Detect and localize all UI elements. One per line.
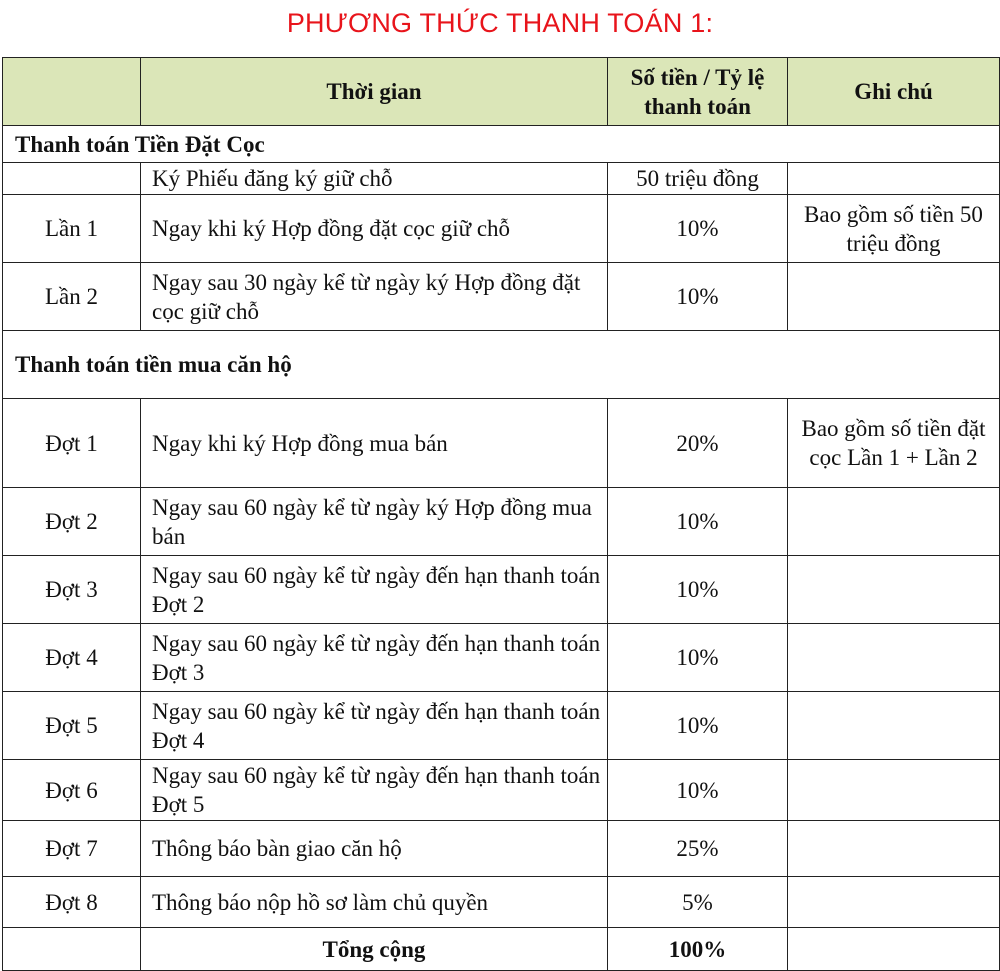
section-row <box>3 126 1000 163</box>
header-amount-line1: Số tiền / Tỷ lệ <box>630 64 765 90</box>
row-label: Đợt 1 <box>3 399 141 488</box>
row-amount: 10% <box>608 488 788 556</box>
total-empty-cell <box>3 928 141 971</box>
row-time: Thông báo bàn giao căn hộ <box>141 821 608 877</box>
row-label: Lần 2 <box>3 263 141 331</box>
table-row <box>3 263 1000 331</box>
table-row <box>3 195 1000 263</box>
row-amount: 10% <box>608 195 788 263</box>
table-row <box>3 488 1000 556</box>
row-note <box>788 624 1000 692</box>
row-amount: 25% <box>608 821 788 877</box>
row-amount: 50 triệu đồng <box>608 163 788 195</box>
row-note <box>788 760 1000 821</box>
row-time: Ngay sau 60 ngày kể từ ngày đến hạn thanh toán Đợt 2 <box>141 556 608 624</box>
row-label <box>3 163 141 195</box>
table-header-row <box>3 58 1000 126</box>
row-amount: 10% <box>608 556 788 624</box>
table-row <box>3 821 1000 877</box>
table-row <box>3 163 1000 195</box>
row-time: Ngay sau 60 ngày kể từ ngày đến hạn thanh toán Đợt 4 <box>141 692 608 760</box>
row-amount: 10% <box>608 692 788 760</box>
row-time: Ngay sau 30 ngày kể từ ngày ký Hợp đồng đặt cọc giữ chỗ <box>141 263 608 331</box>
total-note-cell <box>788 928 1000 971</box>
row-amount: 10% <box>608 760 788 821</box>
row-time: Ký Phiếu đăng ký giữ chỗ <box>141 163 608 195</box>
header-time: Thời gian <box>141 58 608 126</box>
payment-schedule-table <box>2 57 1000 971</box>
row-amount: 20% <box>608 399 788 488</box>
total-row <box>3 928 1000 971</box>
row-label: Đợt 8 <box>3 877 141 928</box>
row-time: Thông báo nộp hồ sơ làm chủ quyền <box>141 877 608 928</box>
row-amount: 10% <box>608 624 788 692</box>
row-time: Ngay sau 60 ngày kể từ ngày ký Hợp đồng mua bán <box>141 488 608 556</box>
row-time: Ngay sau 60 ngày kể từ ngày đến hạn thanh toán Đợt 3 <box>141 624 608 692</box>
purchase-section-heading: Thanh toán tiền mua căn hộ <box>3 331 1000 399</box>
row-note: Bao gồm số tiền đặt cọc Lần 1 + Lần 2 <box>788 399 1000 488</box>
row-time: Ngay khi ký Hợp đồng mua bán <box>141 399 608 488</box>
deposit-section-heading: Thanh toán Tiền Đặt Cọc <box>3 126 1000 163</box>
row-label: Đợt 2 <box>3 488 141 556</box>
table-row <box>3 399 1000 488</box>
row-note <box>788 692 1000 760</box>
row-label: Đợt 6 <box>3 760 141 821</box>
row-note <box>788 163 1000 195</box>
total-label: Tổng cộng <box>141 928 608 971</box>
page-title: PHƯƠNG THỨC THANH TOÁN 1: <box>286 8 714 38</box>
table-row <box>3 877 1000 928</box>
row-time: Ngay sau 60 ngày kể từ ngày đến hạn thanh toán Đợt 5 <box>141 760 608 821</box>
row-note <box>788 821 1000 877</box>
row-label: Đợt 5 <box>3 692 141 760</box>
header-empty-cell <box>3 58 141 126</box>
table-row <box>3 760 1000 821</box>
row-note <box>788 488 1000 556</box>
table-row <box>3 624 1000 692</box>
row-label: Đợt 3 <box>3 556 141 624</box>
row-note <box>788 556 1000 624</box>
row-amount: 10% <box>608 263 788 331</box>
row-note: Bao gồm số tiền 50 triệu đồng <box>788 195 1000 263</box>
header-note: Ghi chú <box>788 58 1000 126</box>
table-row <box>3 556 1000 624</box>
header-amount <box>608 58 788 126</box>
row-time: Ngay khi ký Hợp đồng đặt cọc giữ chỗ <box>141 195 608 263</box>
section-row <box>3 331 1000 399</box>
header-amount-line2: thanh toán <box>644 93 751 119</box>
row-amount: 5% <box>608 877 788 928</box>
row-note <box>788 877 1000 928</box>
row-note <box>788 263 1000 331</box>
row-label: Lần 1 <box>3 195 141 263</box>
table-row <box>3 692 1000 760</box>
row-label: Đợt 7 <box>3 821 141 877</box>
row-label: Đợt 4 <box>3 624 141 692</box>
total-amount: 100% <box>608 928 788 971</box>
